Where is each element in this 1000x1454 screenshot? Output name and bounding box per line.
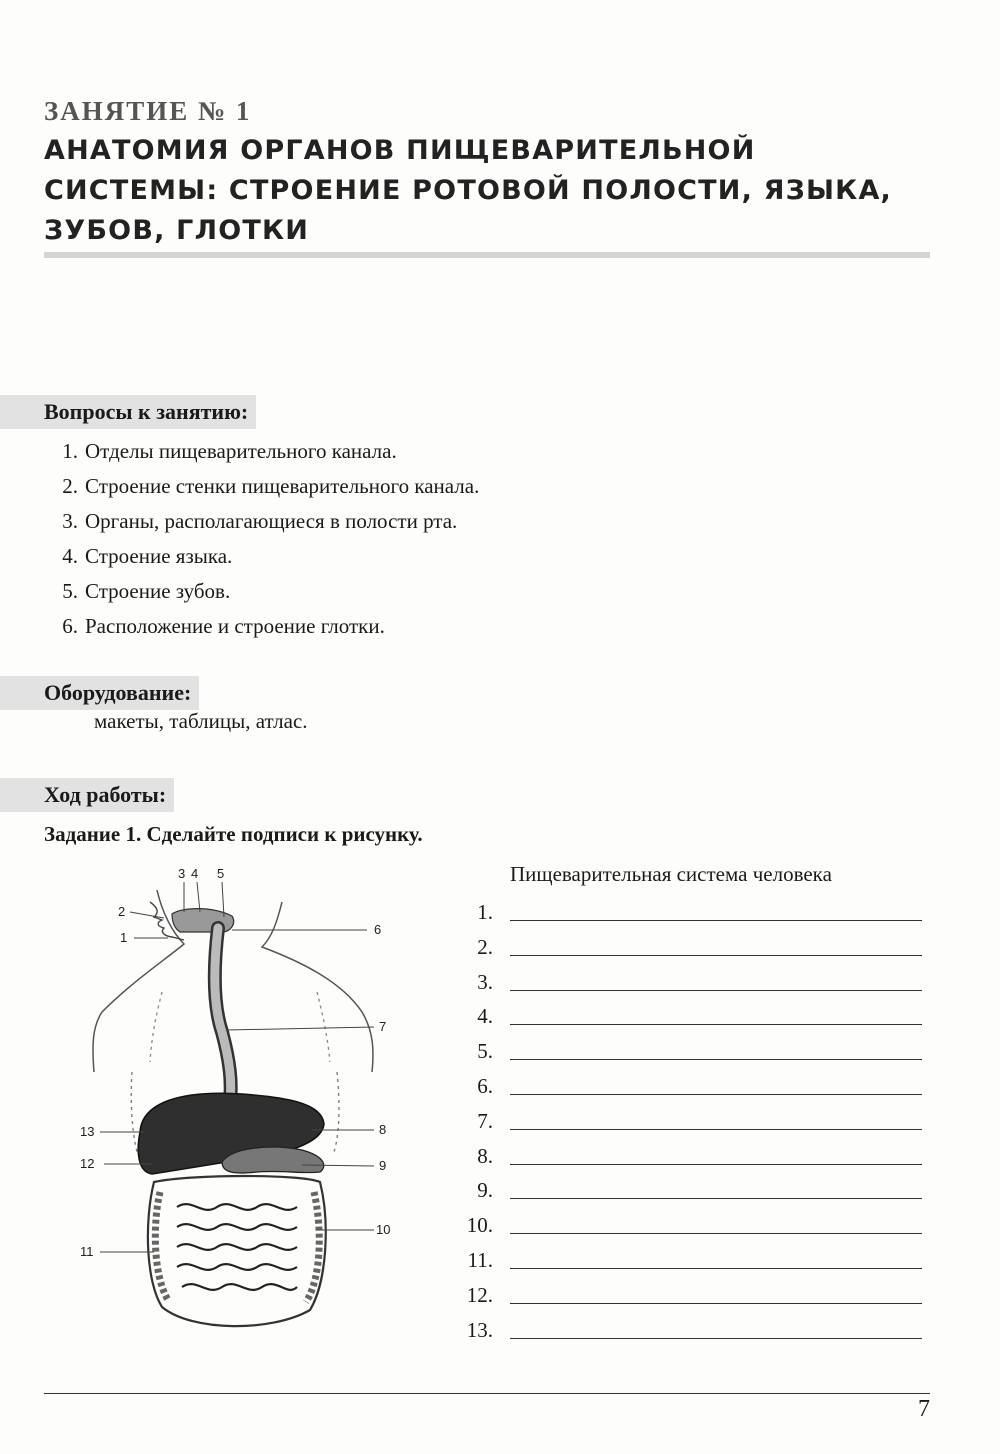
- answer-line[interactable]: [510, 990, 922, 991]
- diagram-label: 12: [80, 1156, 95, 1171]
- item-number: 6.: [62, 614, 78, 638]
- answer-line[interactable]: [510, 1164, 922, 1165]
- answer-row: [455, 1104, 493, 1139]
- answer-line[interactable]: [510, 1024, 922, 1025]
- answer-line[interactable]: [510, 1094, 922, 1095]
- answer-number: 4.: [477, 1004, 493, 1029]
- lesson-title: [44, 131, 944, 251]
- answer-row: [455, 1208, 493, 1243]
- list-item: [48, 504, 479, 539]
- answer-number: 2.: [477, 934, 493, 959]
- answers-caption: Пищеварительная система человека: [510, 862, 832, 886]
- answer-line[interactable]: [510, 1129, 922, 1130]
- diagram-label: 2: [118, 904, 126, 919]
- answer-line[interactable]: [510, 1233, 922, 1234]
- item-text: Строение зубов.: [85, 579, 231, 603]
- item-text: Строение стенки пищеварительного канала.: [85, 474, 480, 498]
- answer-list: [455, 895, 493, 1347]
- answer-line[interactable]: [510, 1198, 922, 1199]
- answer-number: 12.: [466, 1282, 493, 1307]
- lesson-number: ЗАНЯТИЕ № 1: [44, 96, 252, 126]
- diagram-label: 13: [80, 1124, 95, 1139]
- questions-list: [48, 434, 479, 644]
- item-text: Расположение и строение глотки.: [85, 614, 385, 638]
- answer-number: 5.: [477, 1039, 493, 1064]
- answer-row: [455, 1069, 493, 1104]
- item-number: 2.: [62, 474, 78, 498]
- item-text: Строение языка.: [85, 544, 233, 568]
- diagram-label: 6: [374, 922, 382, 937]
- answer-row: [455, 1139, 493, 1174]
- diagram-label: 5: [217, 866, 225, 881]
- item-number: 5.: [62, 579, 78, 603]
- diagram-label: 1: [120, 930, 128, 945]
- answer-row: [455, 1243, 493, 1278]
- answer-line[interactable]: [510, 920, 922, 921]
- item-number: 4.: [62, 544, 78, 568]
- diagram-label: 9: [379, 1158, 387, 1173]
- body-outline: [150, 992, 330, 1062]
- answer-row: [455, 930, 493, 965]
- diagram-label: 7: [379, 1019, 387, 1034]
- digestive-system-diagram: [72, 862, 412, 1342]
- answer-number: 3.: [477, 969, 493, 994]
- item-number: 1.: [62, 439, 78, 463]
- title-divider: [44, 252, 930, 258]
- answer-row: [455, 1173, 493, 1208]
- answer-number: 8.: [477, 1143, 493, 1168]
- diagram-label: 4: [191, 866, 199, 881]
- list-item: [48, 469, 479, 504]
- answer-number: 9.: [477, 1178, 493, 1203]
- answer-row: [455, 1034, 493, 1069]
- answer-number: 7.: [477, 1108, 493, 1133]
- answer-row: [455, 1278, 493, 1313]
- answer-line[interactable]: [510, 955, 922, 956]
- diagram-label: 8: [379, 1122, 387, 1137]
- small-intestine: [177, 1204, 297, 1290]
- answer-row: [455, 1313, 493, 1348]
- answer-line[interactable]: [510, 1268, 922, 1269]
- equipment-text: макеты, таблицы, атлас.: [94, 709, 308, 733]
- item-text: Отделы пищеварительного канала.: [85, 439, 397, 463]
- diagram-label: 3: [178, 866, 186, 881]
- footer-divider: [44, 1393, 930, 1394]
- answer-number: 13.: [466, 1317, 493, 1342]
- answer-row: [455, 895, 493, 930]
- answer-row: [455, 965, 493, 1000]
- answer-row: [455, 999, 493, 1034]
- answer-number: 11.: [467, 1247, 493, 1272]
- item-number: 3.: [62, 509, 78, 533]
- task-title: Задание 1. Сделайте подписи к рисунку.: [44, 822, 423, 846]
- diagram-label: 10: [376, 1222, 391, 1237]
- equipment-heading: Оборудование:: [0, 676, 199, 710]
- answer-number: 1.: [477, 900, 493, 924]
- answer-number: 6.: [477, 1073, 493, 1098]
- answer-line[interactable]: [510, 1303, 922, 1304]
- diagram-label: 11: [80, 1244, 94, 1259]
- list-item: [48, 609, 479, 644]
- lesson-title-line: АНАТОМИЯ ОРГАНОВ ПИЩЕВАРИТЕЛЬНОЙ: [44, 135, 756, 166]
- item-text: Органы, располагающиеся в полости рта.: [85, 509, 458, 533]
- large-intestine: [148, 1176, 326, 1326]
- lesson-title-line: ЗУБОВ, ГЛОТКИ: [44, 215, 310, 246]
- page-number: 7: [918, 1396, 930, 1422]
- lesson-title-line: СИСТЕМЫ: СТРОЕНИЕ РОТОВОЙ ПОЛОСТИ, ЯЗЫКА,: [44, 175, 893, 206]
- list-item: [48, 574, 479, 609]
- answer-number: 10.: [466, 1213, 493, 1238]
- answer-line[interactable]: [510, 1338, 922, 1339]
- answer-line[interactable]: [510, 1059, 922, 1060]
- list-item: [48, 539, 479, 574]
- lesson-header: [44, 96, 944, 251]
- questions-heading: Вопросы к занятию:: [0, 395, 256, 429]
- leader-lines: [100, 882, 374, 1252]
- list-item: [48, 434, 479, 469]
- procedure-heading: Ход работы:: [0, 778, 174, 812]
